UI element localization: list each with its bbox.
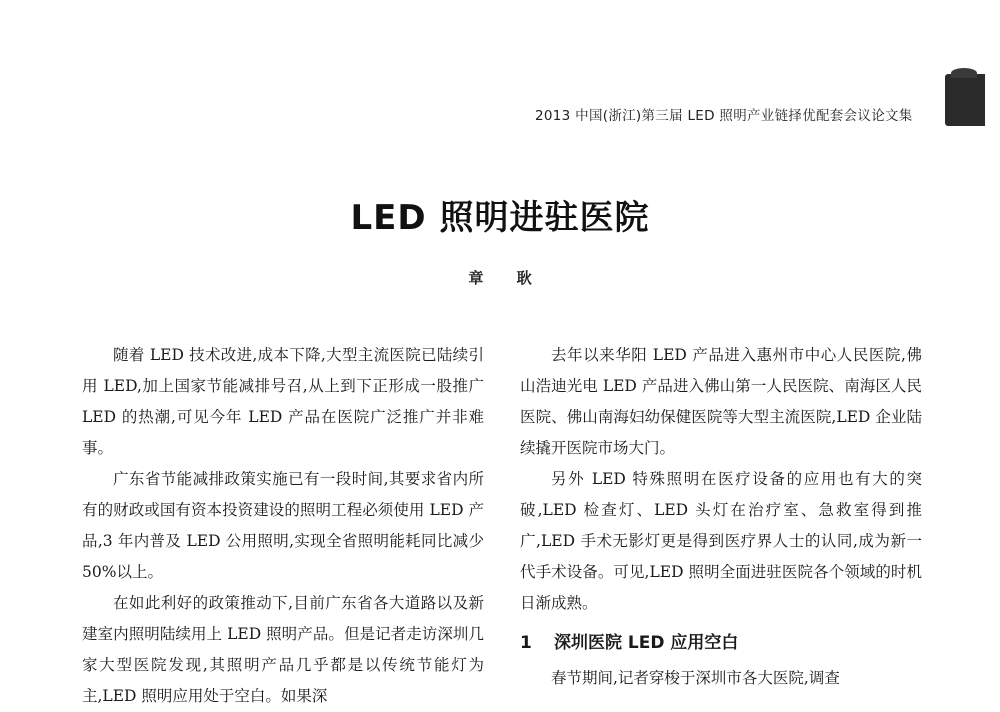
section-heading [520, 629, 922, 657]
section-number: 1 [520, 633, 532, 653]
running-header: 2013 中国(浙江)第三届 LED 照明产业链择优配套会议论文集 [535, 108, 913, 124]
article-author: 章 耿 [468, 269, 546, 287]
body-paragraph: 随着 LED 技术改进,成本下降,大型主流医院已陆续引用 LED,加上国家节能减排号召,从上到下正形成一股推广 LED 的热潮,可见今年 LED 产品在医院广泛推广并非难事。 [82, 346, 484, 457]
right-column [520, 340, 922, 694]
body-paragraph: 去年以来华阳 LED 产品进入惠州市中心人民医院,佛山浩迪光电 LED 产品进入佛山第一人民医院、南海区人民医院、佛山南海妇幼保健医院等大型主流医院,LED 企业陆续撬开医院市场大门。 [520, 346, 922, 457]
body-paragraph: 另外 LED 特殊照明在医疗设备的应用也有大的突破,LED 检查灯、LED 头灯在治疗室、急救室得到推广,LED 手术无影灯更是得到医疗界人士的认同,成为新一代手术设备。可见,LED 照明全面进驻医院各个领域的时机日渐成熟。 [520, 470, 922, 612]
section-title: 深圳医院 LED 应用空白 [554, 633, 739, 653]
body-paragraph: 在如此利好的政策推动下,目前广东省各大道路以及新建室内照明陆续用上 LED 照明产品。但是记者走访深圳几家大型医院发现,其照明产品几乎都是以传统节能灯为主,LED 照明应用处于空白。如果深 [82, 594, 484, 705]
body-paragraph: 广东省节能减排政策实施已有一段时间,其要求省内所有的财政或国有资本投资建设的照明工程必须使用 LED 产品,3 年内普及 LED 公用照明,实现全省照明能耗同比减少 50%以上。 [82, 470, 484, 581]
body-paragraph: 春节期间,记者穿梭于深圳市各大医院,调查 [551, 669, 840, 687]
article-title: LED 照明进驻医院 [350, 198, 650, 238]
page-corner-tab [945, 74, 985, 126]
left-column [82, 340, 484, 712]
